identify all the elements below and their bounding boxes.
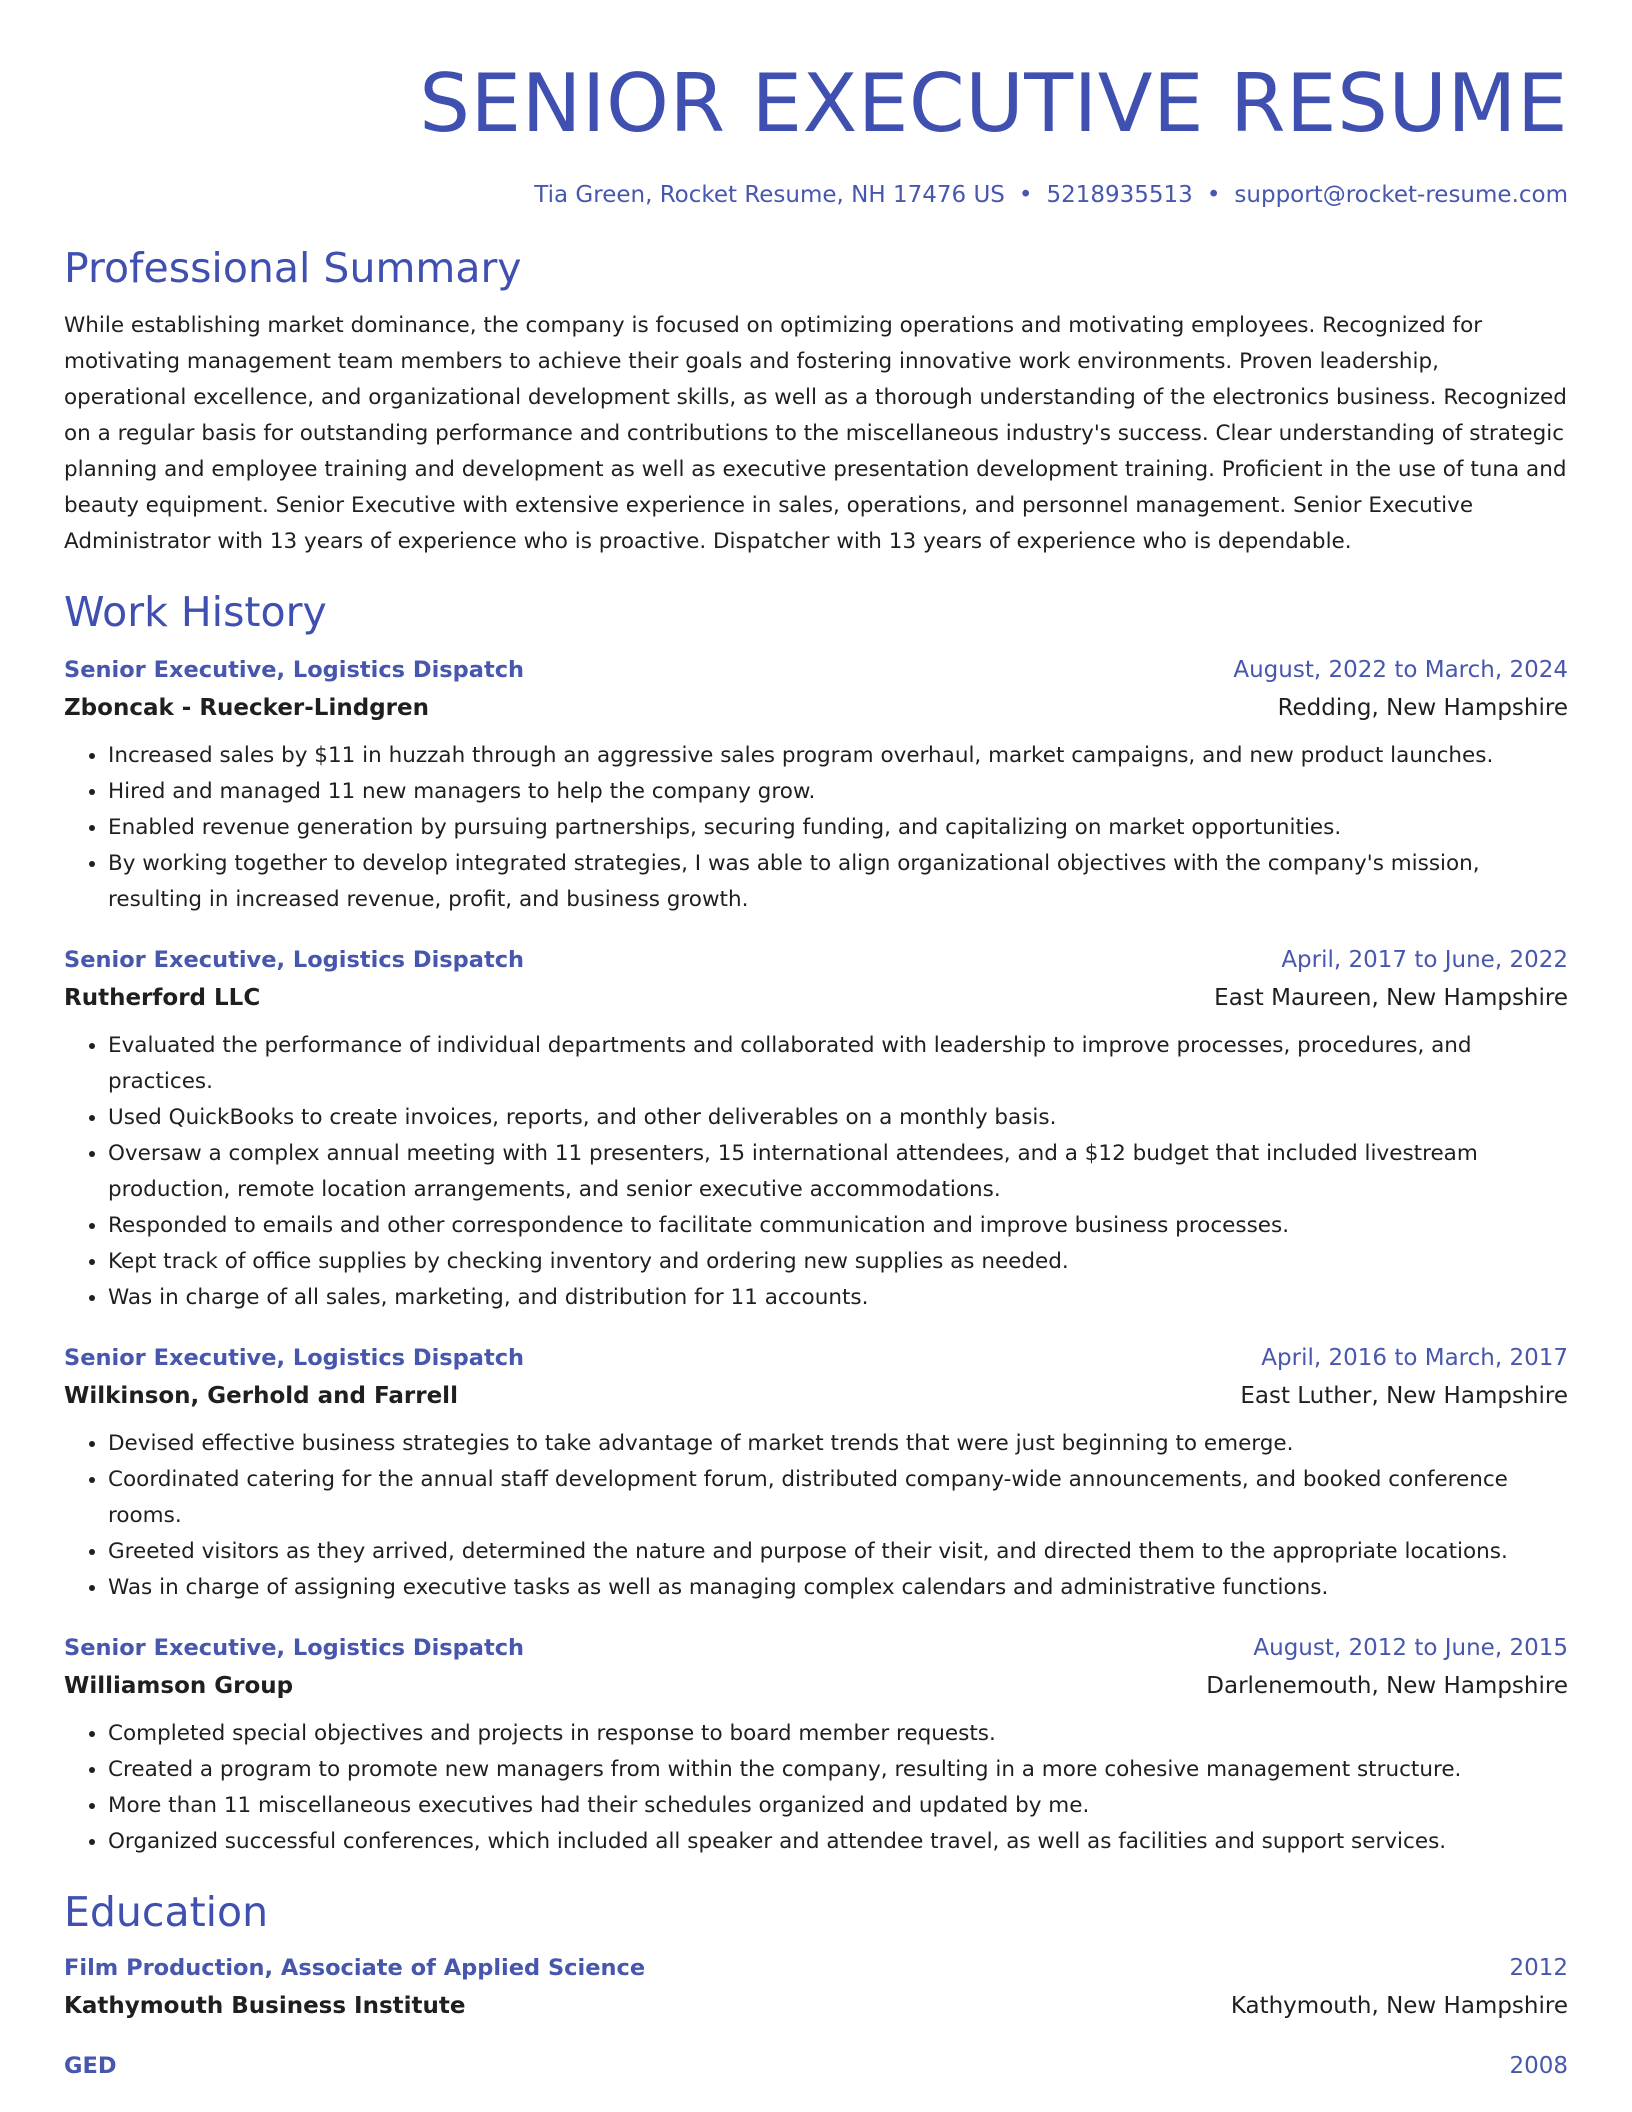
job-location: East Luther, New Hampshire bbox=[1240, 1383, 1568, 1409]
job-bullet: • Used QuickBooks to create invoices, reports, and other deliverables on a monthly basis. bbox=[108, 1100, 1568, 1136]
job-bullet: • Was in charge of assigning executive tasks as well as managing complex calendars and administrative functions. bbox=[108, 1570, 1568, 1606]
education-year: 2008 bbox=[1509, 2053, 1568, 2079]
education-year: 2012 bbox=[1509, 1955, 1568, 1981]
job-bullet: • Organized successful conferences, which included all speaker and attendee travel, as well as facilities and support services. bbox=[108, 1824, 1568, 1860]
education-header-row bbox=[64, 2048, 1568, 2084]
job-bullet: • Evaluated the performance of individual departments and collaborated with leadership to improve processes, procedures, and practices. bbox=[108, 1028, 1568, 1100]
job-bullets bbox=[64, 1426, 1568, 1606]
job-title: Senior Executive, Logistics Dispatch bbox=[64, 947, 525, 973]
job-header-row bbox=[64, 652, 1568, 688]
job-bullet: • Completed special objectives and projects in response to board member requests. bbox=[108, 1716, 1568, 1752]
job-bullet: • Greeted visitors as they arrived, determined the nature and purpose of their visit, and directed them to the appropriate locations. bbox=[108, 1534, 1568, 1570]
bullet-separator: • bbox=[1206, 182, 1221, 208]
summary-text: While establishing market dominance, the company is focused on optimizing operations and motivating employees. Recognized for motivating management team members to achieve their goals and fostering innovative work environments. Proven leadership, operational excellence, and organizational development skills, as well as a thorough understanding of the electronics business. Recognized on a regular basis for outstanding performance and contributions to the miscellaneous industry's success. Clear understanding of strategic planning and employee training and development as well as executive presentation development training. Proficient in the use of tuna and beauty equipment. Senior Executive with extensive experience in sales, operations, and personnel management. Senior Executive Administrator with 13 years of experience who is proactive. Dispatcher with 13 years of experience who is dependable. bbox=[64, 313, 1567, 554]
job-header-row bbox=[64, 1630, 1568, 1666]
contact-email[interactable]: support@rocket-resume.com bbox=[1234, 182, 1568, 208]
job-title: Senior Executive, Logistics Dispatch bbox=[64, 1345, 525, 1371]
job-bullet: • By working together to develop integrated strategies, I was able to align organizational objectives with the company's mission, resulting in increased revenue, profit, and business growth. bbox=[108, 846, 1568, 918]
job-bullet: • Responded to emails and other correspondence to facilitate communication and improve business processes. bbox=[108, 1208, 1568, 1244]
job-dates: April, 2016 to March, 2017 bbox=[1261, 1345, 1568, 1371]
resume-page bbox=[64, 0, 1568, 2084]
contact-line bbox=[64, 178, 1568, 212]
job-bullets bbox=[64, 1716, 1568, 1860]
job-bullet: • Was in charge of all sales, marketing, and distribution for 11 accounts. bbox=[108, 1280, 1568, 1316]
job-bullet: • Kept track of office supplies by checking inventory and ordering new supplies as needed. bbox=[108, 1244, 1568, 1280]
job-title: Senior Executive, Logistics Dispatch bbox=[64, 1635, 525, 1661]
work-history-list bbox=[64, 652, 1568, 1860]
job-bullet: • Increased sales by $11 in huzzah through an aggressive sales program overhaul, market campaigns, and new product launches. bbox=[108, 738, 1568, 774]
contact-address: Tia Green, Rocket Resume, NH 17476 US bbox=[534, 182, 1005, 208]
company-name: Rutherford LLC bbox=[64, 985, 261, 1011]
job-header-row bbox=[64, 1340, 1568, 1376]
job-company-row bbox=[64, 978, 1568, 1018]
job-entry bbox=[64, 942, 1568, 1316]
school-location: Kathymouth, New Hampshire bbox=[1230, 1993, 1568, 2019]
job-bullet: • Coordinated catering for the annual staff development forum, distributed company-wide announcements, and booked conference rooms. bbox=[108, 1462, 1568, 1534]
job-bullet: • Created a program to promote new managers from within the company, resulting in a more cohesive management structure. bbox=[108, 1752, 1568, 1788]
job-company-row bbox=[64, 1666, 1568, 1706]
education-header-row bbox=[64, 1950, 1568, 1986]
education-list bbox=[64, 1950, 1568, 2084]
job-bullet: • Devised effective business strategies to take advantage of market trends that were just beginning to emerge. bbox=[108, 1426, 1568, 1462]
education-school-row bbox=[64, 1986, 1568, 2026]
job-entry bbox=[64, 652, 1568, 918]
education-entry bbox=[64, 2048, 1568, 2084]
job-bullet: • Hired and managed 11 new managers to help the company grow. bbox=[108, 774, 1568, 810]
job-title: Senior Executive, Logistics Dispatch bbox=[64, 657, 525, 683]
education-entry bbox=[64, 1950, 1568, 2026]
job-location: East Maureen, New Hampshire bbox=[1214, 985, 1568, 1011]
degree-name: GED bbox=[64, 2053, 117, 2079]
degree-name: Film Production, Associate of Applied Science bbox=[64, 1955, 646, 1981]
school-name: Kathymouth Business Institute bbox=[64, 1993, 466, 2019]
summary-heading: Professional Summary bbox=[64, 244, 522, 292]
job-dates: April, 2017 to June, 2022 bbox=[1281, 947, 1568, 973]
job-dates: August, 2012 to June, 2015 bbox=[1253, 1635, 1568, 1661]
job-bullet: • Enabled revenue generation by pursuing partnerships, securing funding, and capitalizing on market opportunities. bbox=[108, 810, 1568, 846]
company-name: Zboncak - Ruecker-Lindgren bbox=[64, 695, 429, 721]
education-heading: Education bbox=[64, 1888, 269, 1936]
job-bullets bbox=[64, 1028, 1568, 1316]
job-header-row bbox=[64, 942, 1568, 978]
job-dates: August, 2022 to March, 2024 bbox=[1233, 657, 1568, 683]
company-name: Williamson Group bbox=[64, 1673, 294, 1699]
job-entry bbox=[64, 1340, 1568, 1606]
job-location: Redding, New Hampshire bbox=[1277, 695, 1568, 721]
resume-title: SENIOR EXECUTIVE RESUME bbox=[419, 57, 1568, 150]
job-location: Darlenemouth, New Hampshire bbox=[1206, 1673, 1568, 1699]
job-entry bbox=[64, 1630, 1568, 1860]
job-company-row bbox=[64, 1376, 1568, 1416]
work-history-heading: Work History bbox=[64, 588, 327, 636]
job-bullet: • Oversaw a complex annual meeting with 11 presenters, 15 international attendees, and a $12 budget that included livestream production, remote location arrangements, and senior executive accommodations. bbox=[108, 1136, 1568, 1208]
job-company-row bbox=[64, 688, 1568, 728]
job-bullet: • More than 11 miscellaneous executives had their schedules organized and updated by me. bbox=[108, 1788, 1568, 1824]
company-name: Wilkinson, Gerhold and Farrell bbox=[64, 1383, 458, 1409]
job-bullets bbox=[64, 738, 1568, 918]
contact-phone: 5218935513 bbox=[1046, 182, 1193, 208]
bullet-separator: • bbox=[1018, 182, 1033, 208]
